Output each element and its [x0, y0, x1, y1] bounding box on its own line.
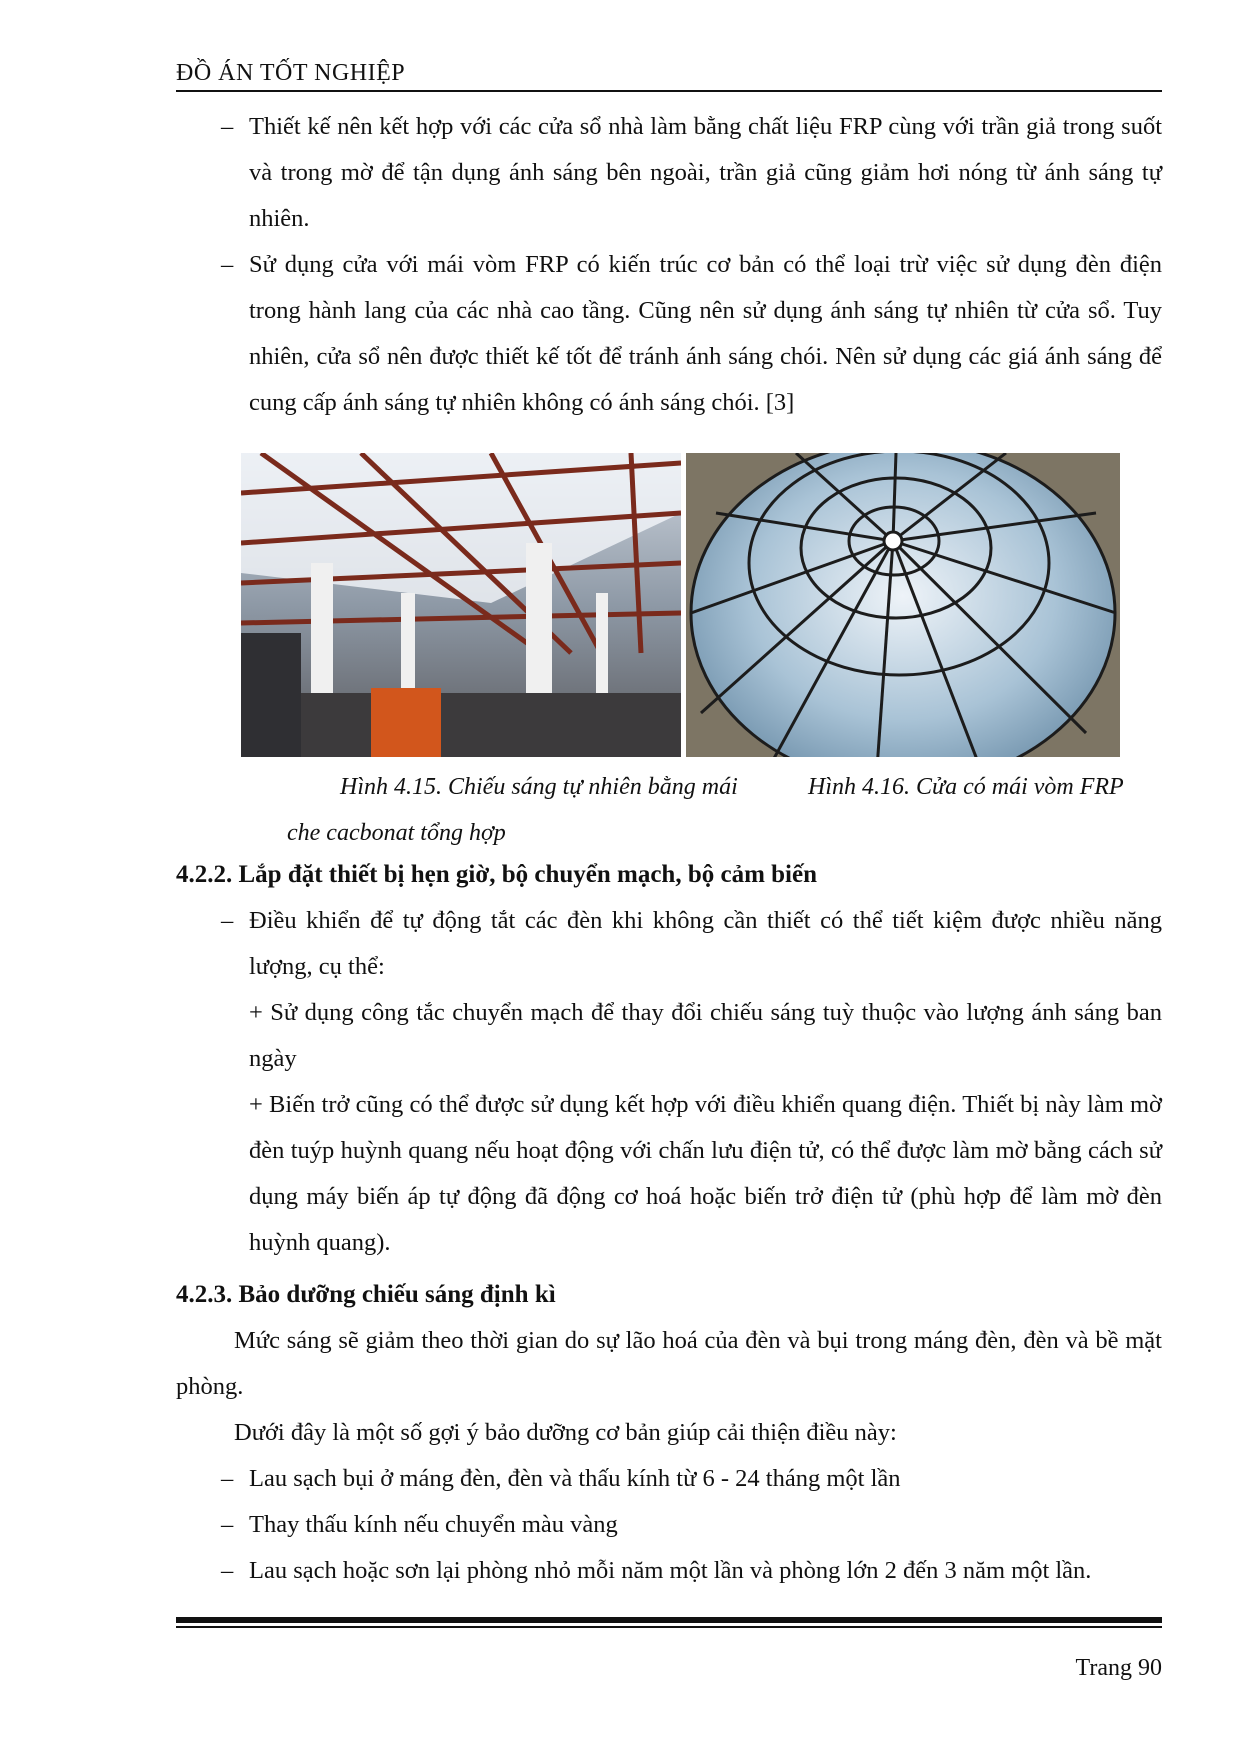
text-line: mờ bằng cách sử dụng máy biến áp tự động đã động cơ hoá hoặc biến trở điện tử [249, 1137, 1162, 1210]
text-line: Điều khiển để tự động tắt các đèn khi không cần thiết có thể tiết kiệm được nhiều [249, 907, 1115, 934]
figure-caption-4-15: Hình 4.15. Chiếu sáng tự nhiên bằng mái [340, 774, 738, 800]
sub-item-switch [176, 990, 1162, 1082]
text-line: năng lượng, cụ thể: [249, 907, 1162, 980]
bullet-dash: – [221, 113, 234, 140]
text-line: sáng ban ngày [249, 999, 1162, 1072]
bullet-clean-dust [176, 1456, 1162, 1502]
text-line: làm mờ đèn tuýp huỳnh quang nếu hoạt động với chấn lưu điện tử, có thể được làm [249, 1091, 1162, 1164]
paragraph-light-decline [176, 1318, 1162, 1410]
paragraph-maintenance-intro: Dưới đây là một số gợi ý bảo dưỡng cơ bản giúp cải thiện điều này: [234, 1419, 897, 1446]
text-line: Thay thấu kính nếu chuyển màu vàng [249, 1511, 618, 1538]
bullet-auto-control [176, 898, 1162, 990]
section-heading-4-2-2: 4.2.2. Lắp đặt thiết bị hẹn giờ, bộ chuyển mạch, bộ cảm biến [176, 861, 818, 888]
figure-caption-4-16: Hình 4.16. Cửa có mái vòm FRP [808, 774, 1124, 800]
footer-rule-thin [176, 1626, 1162, 1628]
text-line: từ ánh sáng tự nhiên. [249, 159, 1162, 232]
text-line: Thiết kế nên kết hợp với các cửa sổ nhà làm bằng chất liệu FRP cùng với trần giả [249, 113, 1063, 140]
bullet-frp-windows [176, 104, 1162, 242]
text-line: Sử dụng cửa với mái vòm FRP có kiến trúc cơ bản có thể loại trừ việc sử dụng đèn [249, 251, 1120, 278]
bullet-dash: – [221, 907, 234, 934]
page-number: Trang 90 [1075, 1655, 1162, 1681]
text-line: (phù hợp để làm mờ đèn huỳnh quang). [249, 1183, 1162, 1256]
sub-item-dimmer [176, 1082, 1162, 1266]
section2-text [176, 852, 1162, 1266]
bullet-dash: – [221, 1511, 234, 1538]
text-line: các giá ánh sáng để cung cấp ánh sáng tự nhiên không có ánh sáng chói. [3] [249, 343, 1162, 416]
text-line: và bề mặt phòng. [176, 1327, 1162, 1400]
section-heading-4-2-3: 4.2.3. Bảo dưỡng chiếu sáng định kì [176, 1281, 556, 1308]
frp-dome-photo [686, 453, 1120, 757]
factory-skylight-photo [241, 453, 681, 757]
section1-text [176, 104, 1162, 426]
bullet-frp-dome [176, 242, 1162, 426]
text-line: + Biến trở cũng có thể được sử dụng kết hợp với điều khiển quang điện. Thiết bị này [249, 1091, 1088, 1118]
footer-rule-thick [176, 1617, 1162, 1623]
figure-caption-4-15-continued: che cacbonat tổng hợp [287, 820, 506, 846]
text-line: điện trong hành lang của các nhà cao tầng. Cũng nên sử dụng ánh sáng tự nhiên từ [249, 251, 1162, 324]
header-rule [176, 90, 1162, 92]
text-line: cửa sổ. Tuy nhiên, cửa sổ nên được thiết kế tốt để tránh ánh sáng chói. Nên sử dụng [249, 297, 1162, 370]
text-line: Lau sạch hoặc sơn lại phòng nhỏ mỗi năm một lần và phòng lớn 2 đến 3 năm một lần. [249, 1557, 1092, 1584]
bullet-dash: – [221, 251, 234, 278]
text-line: Lau sạch bụi ở máng đèn, đèn và thấu kính từ 6 - 24 tháng một lần [249, 1465, 901, 1492]
text-line: trong suốt và trong mờ để tận dụng ánh sáng bên ngoài, trần giả cũng giảm hơi nóng [249, 113, 1162, 186]
section3-text [176, 1272, 1162, 1594]
text-line: Mức sáng sẽ giảm theo thời gian do sự lão hoá của đèn và bụi trong máng đèn, đèn [234, 1327, 1066, 1354]
header-title: ĐỒ ÁN TỐT NGHIỆP [176, 60, 406, 86]
bullet-replace-lens [176, 1502, 1162, 1548]
bullet-dash: – [221, 1557, 234, 1584]
bullet-repaint-rooms [176, 1548, 1162, 1594]
text-line: + Sử dụng công tắc chuyển mạch để thay đổi chiếu sáng tuỳ thuộc vào lượng ánh [249, 999, 1075, 1026]
bullet-dash: – [221, 1465, 234, 1492]
